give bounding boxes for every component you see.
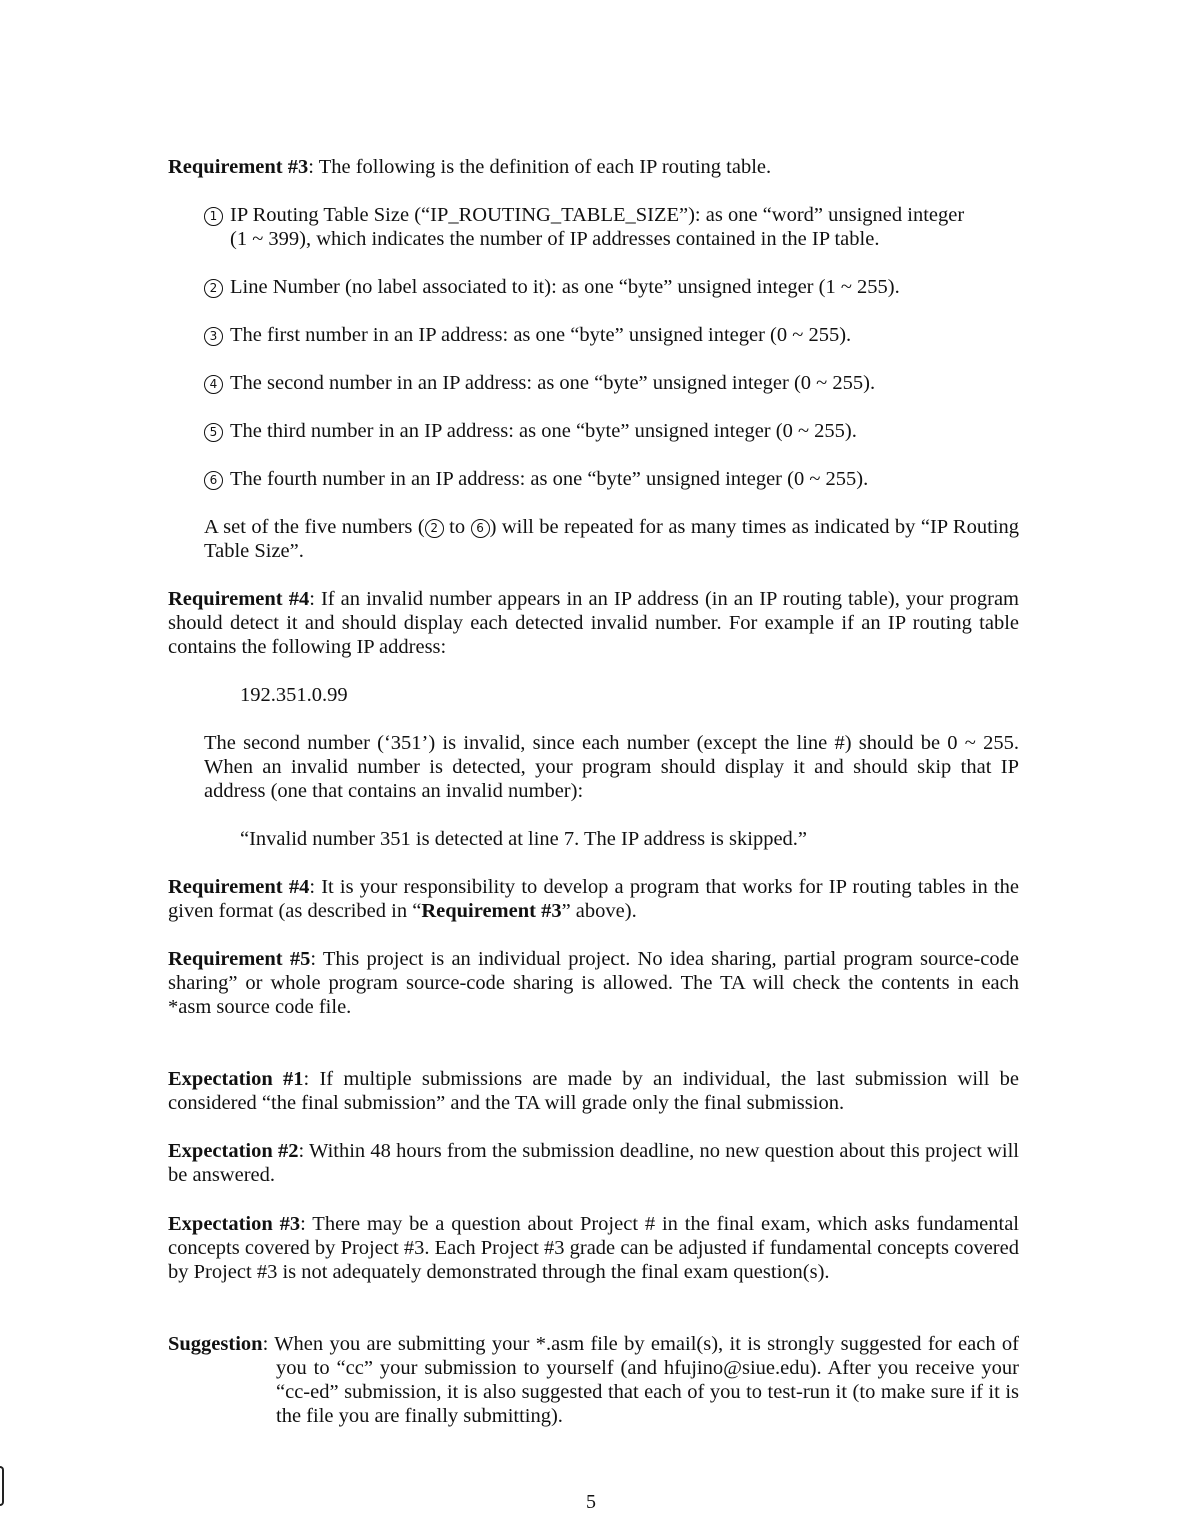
explanation: The second number (‘351’) is invalid, since each number (except the line #) should be 0 ~ 255. When an invalid number is detected, your program should display it and should skip that IP address (one that contains an invalid number): [204,732,1019,802]
requirement-5 [168,947,1019,1019]
requirement-4b-ref: Requirement #3 [421,900,562,922]
list-item [204,203,1019,251]
list-item-text: The second number in an IP address: as one “byte” unsigned integer (0 ~ 255). [230,372,876,394]
list-item-text: Line Number (no label associated to it): as one “byte” unsigned integer (1 ~ 255). [230,276,900,298]
list-item-text: The first number in an IP address: as one “byte” unsigned integer (0 ~ 255). [230,324,852,346]
expectation-2 [168,1139,1019,1187]
set-note-mid: to [443,516,471,538]
requirement-4a-text: : If an invalid number appears in an IP address (in an IP routing table), your program should detect it and should display each detected invalid number. For example if an IP routing table contains the following IP address: [168,588,1019,658]
requirement-4b [168,875,1019,923]
expectation-1-label: Expectation #1 [168,1068,304,1090]
circled-number: 6 [204,471,223,490]
circled-number: 6 [471,519,490,538]
requirement-4b-text-end: ” above). [561,900,637,922]
list-item-text-continued: (1 ~ 399), which indicates the number of IP addresses contained in the IP table. [230,228,880,250]
circled-number: 3 [204,327,223,346]
requirement-3-label: Requirement #3 [168,156,309,178]
expectation-3 [168,1212,1019,1284]
requirement-4b-label: Requirement #4 [168,876,310,898]
circled-number: 1 [204,207,223,226]
page-number: 5 [586,1491,596,1513]
suggestion [168,1332,1019,1428]
suggestion-label: Suggestion [168,1333,263,1355]
circled-number: 4 [204,375,223,394]
list-item-text: The third number in an IP address: as one “byte” unsigned integer (0 ~ 255). [230,420,857,442]
requirement-3 [168,155,1019,179]
list-item-text: IP Routing Table Size (“IP_ROUTING_TABLE_SIZE”): as one “word” unsigned integer [230,204,965,226]
example-ip: 192.351.0.99 [240,684,348,706]
expectation-1-text: : If multiple submissions are made by an individual, the last submission will be considered “the final submission” and the TA will grade only the final submission. [168,1068,1020,1114]
expectation-3-label: Expectation #3 [168,1213,301,1235]
list-item-text: The fourth number in an IP address: as one “byte” unsigned integer (0 ~ 255). [230,468,869,490]
list-item [204,419,1019,443]
expectation-2-text: : Within 48 hours from the submission deadline, no new question about this project will be answered. [168,1140,1019,1186]
expectation-3-text: : There may be a question about Project # in the final exam, which asks fundamental concepts covered by Project #3. Each Project #3 grade can be adjusted if fundamental concepts covered by Project #3 is not adequately demonstrated through the final exam question(s). [168,1213,1019,1283]
expectation-2-label: Expectation #2 [168,1140,299,1162]
requirement-3-text: : The following is the definition of each IP routing table. [308,156,772,178]
set-note [204,515,1019,563]
requirement-4b-text: : It is your responsibility to develop a program that works for IP routing tables in the given format (as described in “ [168,876,1019,922]
expectation-1 [168,1067,1019,1115]
requirement-4a [168,587,1019,659]
set-note-pre: A set of the five numbers ( [204,516,425,538]
list-item [204,275,1019,299]
circled-number: 2 [425,519,444,538]
list-item [204,371,1019,395]
list-item [204,467,1019,491]
example-message: “Invalid number 351 is detected at line 7. The IP address is skipped.” [240,828,808,850]
window-edge-handle [0,1466,4,1506]
circled-number: 5 [204,423,223,442]
suggestion-text: : When you are submitting your *.asm file by email(s), it is strongly suggested for each of you to “cc” your submission to yourself (and hfujino@siue.edu). After you receive your “cc-ed” submission, it is also suggested that each of you to test-run it (to make sure if it is the file you are finally submitting). [262,1333,1019,1427]
list-item [204,323,1019,347]
requirement-4a-label: Requirement #4 [168,588,310,610]
requirement-5-text: : This project is an individual project. No idea sharing, partial program source-code sharing” or whole program source-code sharing is allowed. The TA will check the contents in each *asm source code file. [168,948,1019,1018]
requirement-5-label: Requirement #5 [168,948,311,970]
set-note-post: ) will be repeated for as many times as indicated by “IP Routing Table Size”. [204,516,1019,562]
circled-number: 2 [204,279,223,298]
